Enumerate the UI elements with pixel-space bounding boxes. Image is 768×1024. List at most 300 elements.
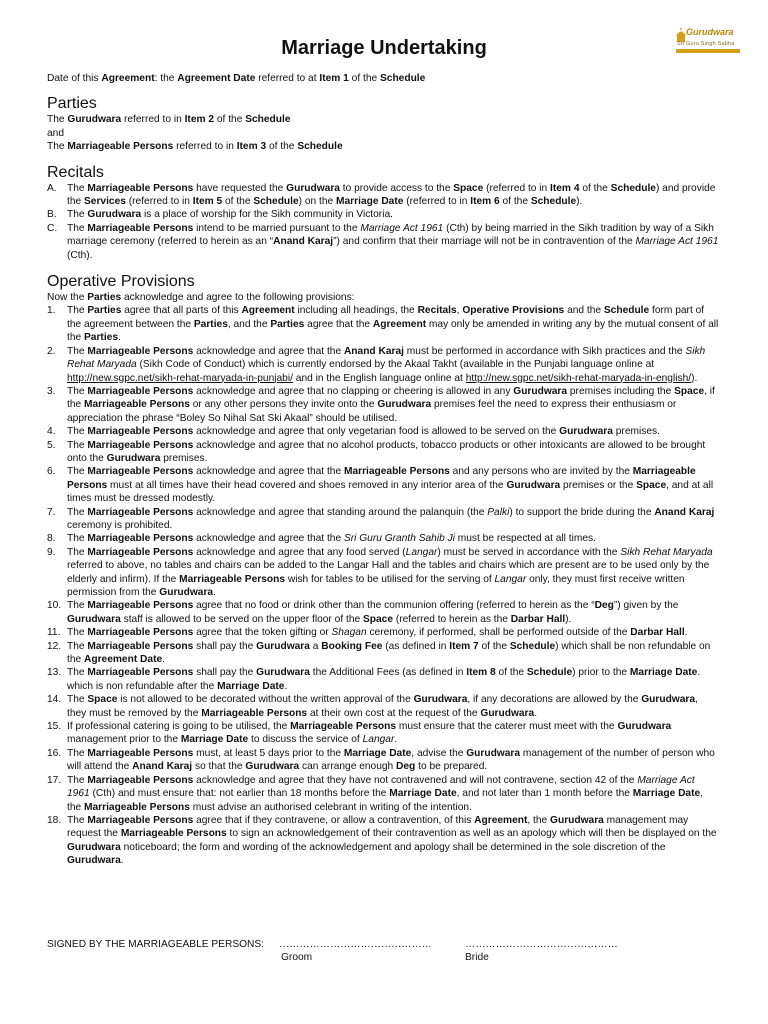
bride-signature-line[interactable]: ……………………………………… (465, 939, 618, 950)
defined-term: Gurudwara (286, 182, 340, 194)
bride-label: Bride (465, 952, 489, 964)
text-run: . which is non refundable after the (67, 667, 701, 692)
text-run: to sign an acknowledgement of their contravention as well as an apology which will then be displayed on the (226, 828, 717, 840)
defined-term: Booking Fee (321, 640, 383, 652)
defined-term: Gurudwara (550, 814, 604, 826)
text-run: The (67, 667, 88, 679)
defined-term: Marriageable Persons (290, 721, 397, 733)
text-run: acknowledge and agree that only vegetarian food is allowed to be served on the (193, 426, 560, 438)
text-run: The (67, 546, 88, 558)
defined-term: Marriageable Persons (87, 222, 194, 234)
defined-term: Parties (270, 318, 305, 330)
item-number: 16. (47, 747, 62, 759)
text-run: The (67, 305, 88, 317)
text-run: Now the (47, 292, 88, 304)
item-number: 12. (47, 640, 62, 652)
item-number: A. (47, 182, 57, 194)
text-run: the Additional Fees (as defined in (309, 667, 467, 679)
text-run: The (67, 209, 88, 221)
text-run: premises feel the need to express their enthusiasm or appreciation the phrase “Boley So Nihal Sat Ski Akaal” should be utilised. (67, 399, 677, 424)
defined-term: Agreement (101, 73, 155, 84)
defined-term: Marriageable Persons (87, 627, 194, 639)
defined-term: Marriageable Persons (87, 439, 194, 451)
italic-term: Langar (405, 546, 438, 558)
text-run: ) which shall be non refundable on the (67, 640, 711, 666)
defined-term: Gurudwara (256, 667, 310, 679)
text-run: of the (495, 667, 527, 679)
text-run: referred to at (255, 73, 320, 84)
defined-term: Marriage Date (180, 734, 249, 746)
text-run: ) and provide the (67, 182, 716, 208)
provision-item (47, 465, 719, 505)
signature-label: SIGNED BY THE MARRIAGEABLE PERSONS: (47, 939, 265, 950)
text-run: including all headings, the (294, 305, 418, 317)
parties-list (47, 113, 719, 153)
text-run: The (67, 774, 88, 786)
provision-item (47, 385, 719, 425)
text-run: acknowledge and agree that they have not contravened and will not contravene, section 42 of the (193, 774, 638, 786)
text-run: can arrange enough (299, 761, 397, 773)
italic-term: Marriage Act 1961 (360, 222, 444, 234)
defined-term: Agreement (241, 305, 295, 317)
text-run: have requested the (193, 182, 287, 194)
text-run: , and at all times must be dressed modestly. (67, 479, 714, 505)
text-run: agree that all parts of this (121, 305, 242, 317)
defined-term: Marriageable Persons (67, 466, 696, 491)
defined-term: Marriageable Persons (87, 533, 194, 545)
provision-item (47, 506, 719, 533)
text-run: (referred to herein as the (393, 613, 511, 625)
text-run: at their own cost at the request of the (307, 707, 481, 719)
defined-term: Anand Karaj (132, 761, 193, 773)
text-run: (referred to in (403, 196, 471, 208)
italic-term: Marriage Act 1961 (67, 774, 695, 800)
item-number: 18. (47, 814, 62, 826)
text-run: staff is allowed to be served on the upper floor of the (120, 613, 363, 625)
defined-term: Services (84, 196, 126, 208)
text-run: (Cth) and must ensure that: not earlier than 18 months before the (89, 788, 390, 800)
defined-term: Gurudwara (159, 587, 214, 598)
defined-term: Anand Karaj (343, 345, 404, 357)
defined-term: Gurudwara (106, 452, 161, 464)
item-number: 10. (47, 600, 62, 612)
text-run: shall pay the (193, 640, 257, 652)
text-run: The (47, 141, 68, 153)
text-run: of the (266, 141, 298, 153)
defined-term: Item 4 (550, 182, 580, 194)
defined-term: Marriageable Persons (179, 573, 285, 585)
defined-term: Schedule (245, 114, 291, 126)
item-number: 4. (47, 426, 56, 438)
text-run: (Cth). (67, 249, 93, 261)
groom-signature-line[interactable]: ……………………………………… (279, 939, 432, 950)
text-run: , advise the (411, 747, 467, 759)
defined-term: Marriage Date (629, 667, 698, 679)
defined-term: Marriageable Persons (87, 506, 194, 518)
text-run: If professional catering is going to be utilised, the (67, 721, 291, 733)
defined-term: Schedule (509, 640, 556, 652)
defined-term: Item 7 (449, 640, 479, 652)
text-run: ”) given by the (613, 600, 679, 612)
text-run: ceremony is prohibited. (67, 519, 173, 531)
text-run: The (67, 466, 88, 478)
text-run: must be performed in accordance with Sikh practices and the (403, 345, 686, 357)
text-run: and (47, 127, 64, 139)
text-run: ) to support the bride during the (509, 506, 655, 518)
defined-term: Gurudwara (506, 479, 561, 491)
parties-heading: Parties (47, 95, 97, 113)
text-run: to discuss the service of (248, 734, 363, 746)
defined-term: Gurudwara (617, 721, 672, 733)
text-run: ) on the (298, 196, 337, 208)
provision-item (47, 626, 719, 639)
text-run: . (120, 855, 124, 867)
provision-item (47, 747, 719, 774)
provision-item (47, 814, 719, 868)
defined-term: Recitals (417, 305, 457, 317)
text-run: , if any decorations are allowed by the (467, 694, 642, 706)
text-run: premises or the (560, 479, 637, 491)
defined-term: Marriageable Persons (87, 385, 194, 397)
text-run: . (534, 707, 538, 719)
defined-term: Space (87, 694, 118, 706)
text-run: agree that the token gifting or (193, 627, 332, 639)
defined-term: Parties (84, 332, 118, 344)
text-run: is a place of worship for the Sikh community in Victoria. (141, 209, 393, 221)
text-run: and in the English language online at (292, 372, 466, 384)
text-run: (referred to in (125, 196, 193, 208)
defined-term: Marriage Date (389, 788, 457, 800)
text-run: may only be amended in writing any by the mutual consent of all the (67, 318, 719, 344)
provision-item (47, 345, 719, 385)
defined-term: Anand Karaj (273, 236, 334, 248)
defined-term: Agreement (372, 318, 427, 330)
text-run: must advise an authorised celebrant in writing of the intention. (189, 801, 472, 813)
italic-term: Sikh Rehat Maryada (67, 345, 706, 371)
logo-name: Gurudwara (686, 27, 734, 37)
text-run: , (456, 305, 463, 317)
text-run: management of the number of person who will attend the (67, 747, 715, 773)
defined-term: Gurudwara (559, 426, 613, 438)
provision-item (47, 532, 719, 545)
defined-term: Item 2 (184, 114, 215, 126)
defined-term: Space (362, 613, 393, 625)
defined-term: Marriageable Persons (87, 747, 194, 759)
item-number: 15. (47, 721, 62, 733)
text-run: intend to be married pursuant to the (193, 222, 361, 234)
operative-heading: Operative Provisions (47, 273, 195, 291)
text-run: The (67, 182, 88, 194)
defined-term: Gurudwara (377, 399, 432, 411)
text-run: agree that no food or drink other than the communion offering (referred to herein as the “ (193, 600, 595, 612)
party-line (47, 113, 719, 126)
recitals-heading: Recitals (47, 163, 104, 181)
document-body (47, 72, 719, 868)
defined-term: Parties (193, 318, 228, 330)
defined-term: Marriageable Persons (87, 546, 194, 558)
text-run: The (67, 426, 88, 438)
agreement-date-line (47, 72, 719, 85)
italic-term: Marriage Act 1961 (635, 236, 719, 248)
defined-term: Gurudwara (480, 707, 535, 719)
operative-list (47, 304, 719, 867)
defined-term: Marriageable Persons (67, 141, 174, 153)
item-number: 11. (47, 627, 61, 639)
text-run: (referred to in (483, 182, 551, 194)
text-run: or any other persons they invite onto the (189, 399, 378, 411)
text-run: to be prepared. (415, 761, 488, 773)
defined-term: Marriageable Persons (201, 707, 308, 719)
provision-item (47, 546, 719, 600)
text-run: acknowledge and agree that the (193, 345, 344, 357)
text-run: The (67, 747, 88, 759)
defined-term: Marriageable Persons (84, 801, 190, 813)
party-line (47, 127, 719, 140)
text-run: , and not later than 1 month before the (456, 788, 633, 800)
text-run: acknowledge and agree that the (193, 533, 344, 545)
url-link[interactable]: http://new.sgpc.net/sikh-rehat-maryada-in-punjabi/ (67, 372, 293, 384)
defined-term: Space (674, 385, 705, 397)
text-run: ”) and confirm that their marriage will not be in contravention of the (333, 236, 636, 248)
text-run: , if the (67, 385, 715, 411)
text-run: management may request the (67, 814, 689, 840)
defined-term: Gurudwara (67, 613, 121, 625)
defined-term: Schedule (526, 667, 573, 679)
text-run: is not allowed to be decorated without the written approval of the (117, 694, 414, 706)
item-number: 8. (47, 533, 56, 545)
text-run: (Cth) by being married in the Sikh tradition by way of a Sikh marriage ceremony (referred to herein as an “ (67, 222, 714, 248)
defined-term: Item 6 (470, 196, 500, 208)
defined-term: Marriageable Persons (87, 426, 194, 438)
defined-term: Gurudwara (641, 694, 696, 706)
defined-term: Marriageable Persons (87, 466, 194, 478)
recital-item (47, 222, 719, 262)
defined-term: Deg (594, 600, 614, 612)
groom-label: Groom (281, 952, 313, 964)
text-run: The (67, 640, 88, 652)
defined-term: Darbar Hall (510, 613, 566, 625)
text-run: wish for tables to be utilised for the serving of (285, 573, 495, 585)
defined-term: Gurudwara (87, 209, 142, 221)
defined-term: Marriageable Persons (343, 466, 450, 478)
text-run: The (67, 385, 88, 397)
provision-item (47, 304, 719, 344)
provision-item (47, 599, 719, 626)
text-run: (as defined in (382, 640, 450, 652)
party-line (47, 140, 719, 153)
item-number: 13. (47, 667, 62, 679)
defined-term: Parties (87, 292, 122, 304)
defined-term: Agreement Date (84, 654, 163, 666)
defined-term: Deg (396, 761, 416, 773)
text-run: acknowledge and agree that standing around the palanquin (the (193, 506, 488, 518)
text-run: of the (214, 114, 246, 126)
recitals-list (47, 182, 719, 262)
defined-term: Item 5 (192, 196, 223, 208)
defined-term: Gurudwara (413, 694, 468, 706)
italic-term: Langar (494, 573, 527, 585)
defined-term: Gurudwara (513, 385, 568, 397)
text-run: must ensure that the caterer must meet with the (396, 721, 618, 733)
italic-term: Langar (362, 734, 395, 746)
defined-term: Agreement Date (177, 73, 256, 84)
defined-term: Marriageable Persons (84, 399, 190, 411)
recital-item (47, 208, 719, 221)
text-run: The (67, 814, 88, 826)
text-run: The (67, 600, 88, 612)
provision-item (47, 666, 719, 693)
item-number: 7. (47, 506, 56, 518)
defined-term: Gurudwara (67, 114, 122, 126)
operative-intro (47, 291, 719, 304)
logo-underline (676, 49, 740, 53)
defined-term: Agreement (474, 814, 528, 826)
defined-term: Marriageable Persons (87, 345, 194, 357)
defined-term: Schedule (297, 141, 343, 153)
text-run: premises. (160, 452, 208, 464)
text-run: so that the (192, 761, 246, 773)
text-run: agree that if they contravene, or allow a contravention, of this (193, 814, 475, 826)
defined-term: Anand Karaj (654, 506, 715, 518)
text-run: acknowledge and agree that the (193, 466, 344, 478)
text-run: ). (576, 196, 583, 208)
defined-term: Marriage Date (343, 747, 412, 759)
provision-item (47, 439, 719, 466)
text-run: The (67, 506, 88, 518)
defined-term: Marriageable Persons (87, 600, 194, 612)
text-run: acknowledge and agree that any food served ( (193, 546, 406, 558)
defined-term: Item 3 (236, 141, 267, 153)
text-run: ). (691, 372, 698, 384)
page-title: Marriage Undertaking (281, 37, 487, 59)
provision-item (47, 425, 719, 438)
text-run: management prior to the (67, 734, 181, 746)
text-run: . (162, 654, 165, 666)
defined-term: Darbar Hall (630, 627, 685, 639)
text-run: must be respected at all times. (454, 533, 596, 545)
text-run: referred to in (121, 114, 185, 126)
provision-item (47, 640, 719, 667)
text-run: and any persons who are invited by the (449, 466, 633, 478)
text-run: referred to above, no tables and chairs can be added to the Langar Hall and the tables and chairs which are present are to be used only by the elderly and infirm). If the (67, 560, 710, 585)
provision-item (47, 720, 719, 747)
text-run: premises including the (567, 385, 675, 397)
signature-block (47, 938, 727, 965)
item-number: B. (47, 209, 57, 221)
defined-term: Marriage Date (336, 196, 404, 208)
defined-term: Gurudwara (67, 841, 121, 853)
item-number: 1. (47, 305, 56, 317)
text-run: . (213, 587, 216, 598)
provision-item (47, 774, 719, 814)
text-run: (Sikh Code of Conduct) which is currently endorsed by the Akaal Takht (available in the Punjabi language online at (136, 359, 655, 371)
text-run: , they must be removed by the (67, 694, 698, 719)
defined-term: Marriageable Persons (87, 814, 194, 826)
text-run: , the (527, 814, 551, 826)
text-run: must, at least 5 days prior to the (193, 747, 344, 759)
defined-term: Schedule (603, 305, 650, 317)
text-run: ceremony, if performed, shall be performed outside of the (366, 627, 631, 639)
text-run: , the (67, 788, 704, 813)
item-number: 5. (47, 439, 56, 451)
defined-term: Marriage Date (632, 788, 701, 800)
text-run: The (67, 627, 88, 639)
text-run: of the (478, 640, 510, 652)
italic-term: Shagan (331, 627, 367, 639)
defined-term: Gurudwara (67, 855, 121, 867)
text-run: of the (222, 196, 254, 208)
text-run: to provide access to the (339, 182, 454, 194)
defined-term: Gurudwara (256, 640, 310, 652)
text-run: form part of the agreement between the (67, 305, 705, 330)
text-run: . (117, 332, 121, 344)
text-run: ). (565, 613, 572, 625)
text-run: acknowledge and agree that no alcohol products, tobacco products or other intoxicants are allowed to be brought onto the (67, 439, 706, 464)
text-run: ) prior to the (572, 667, 630, 679)
item-number: 17. (47, 774, 62, 786)
defined-term: Marriage Date (217, 680, 285, 692)
text-run: shall pay the (193, 667, 257, 679)
text-run: Date of this (47, 73, 102, 84)
text-run: . (284, 680, 288, 692)
defined-term: Schedule (530, 196, 577, 208)
url-link[interactable]: http://new.sgpc.net/sikh-rehat-maryada-in-english/ (465, 372, 692, 384)
defined-term: Item 1 (319, 73, 349, 84)
italic-term: Palki (487, 506, 510, 518)
text-run: . (394, 734, 398, 746)
text-run: The (67, 533, 88, 545)
text-run: The (67, 222, 88, 234)
italic-term: Sikh Rehat Maryada (620, 546, 713, 558)
defined-term: Marriageable Persons (120, 828, 227, 840)
text-run: a (309, 640, 322, 652)
item-number: 9. (47, 546, 56, 558)
defined-term: Parties (87, 305, 122, 317)
item-number: 3. (47, 385, 56, 397)
text-run: acknowledge and agree that no clapping or cheering is allowed in any (193, 385, 514, 397)
defined-term: Marriageable Persons (87, 640, 194, 652)
italic-term: Sri Guru Granth Sahib Ji (343, 533, 455, 545)
logo-subtitle: Sri Guru Singh Sabha (677, 41, 735, 47)
text-run: ) must be served in accordance with the (437, 546, 621, 558)
text-run: referred to in (173, 141, 237, 153)
defined-term: Schedule (610, 182, 656, 194)
text-run: premises. (612, 426, 660, 438)
defined-term: Schedule (380, 73, 426, 84)
defined-term: Item 8 (466, 667, 496, 679)
text-run: only, they must first receive written permission from the (67, 573, 685, 598)
item-number: 2. (47, 345, 56, 357)
provision-item (47, 693, 719, 720)
text-run: acknowledge and agree to the following provisions: (121, 292, 355, 304)
text-run: The (67, 439, 88, 451)
text-run: of the (579, 182, 611, 194)
recital-item (47, 182, 719, 209)
text-run: The (47, 114, 68, 126)
item-number: C. (47, 222, 58, 234)
text-run: agree that the (304, 318, 373, 330)
text-run: of the (348, 73, 380, 84)
text-run: of the (499, 196, 531, 208)
text-run: The (67, 694, 88, 706)
defined-term: Space (453, 182, 484, 194)
defined-term: Marriageable Persons (87, 182, 194, 194)
defined-term: Operative Provisions (462, 305, 565, 317)
item-number: 14. (47, 694, 62, 706)
defined-term: Marriageable Persons (87, 667, 194, 679)
defined-term: Gurudwara (466, 747, 521, 759)
text-run: noticeboard; the form and wording of the acknowledgement and apology shall be determined in the sole discretion of the (120, 841, 666, 853)
